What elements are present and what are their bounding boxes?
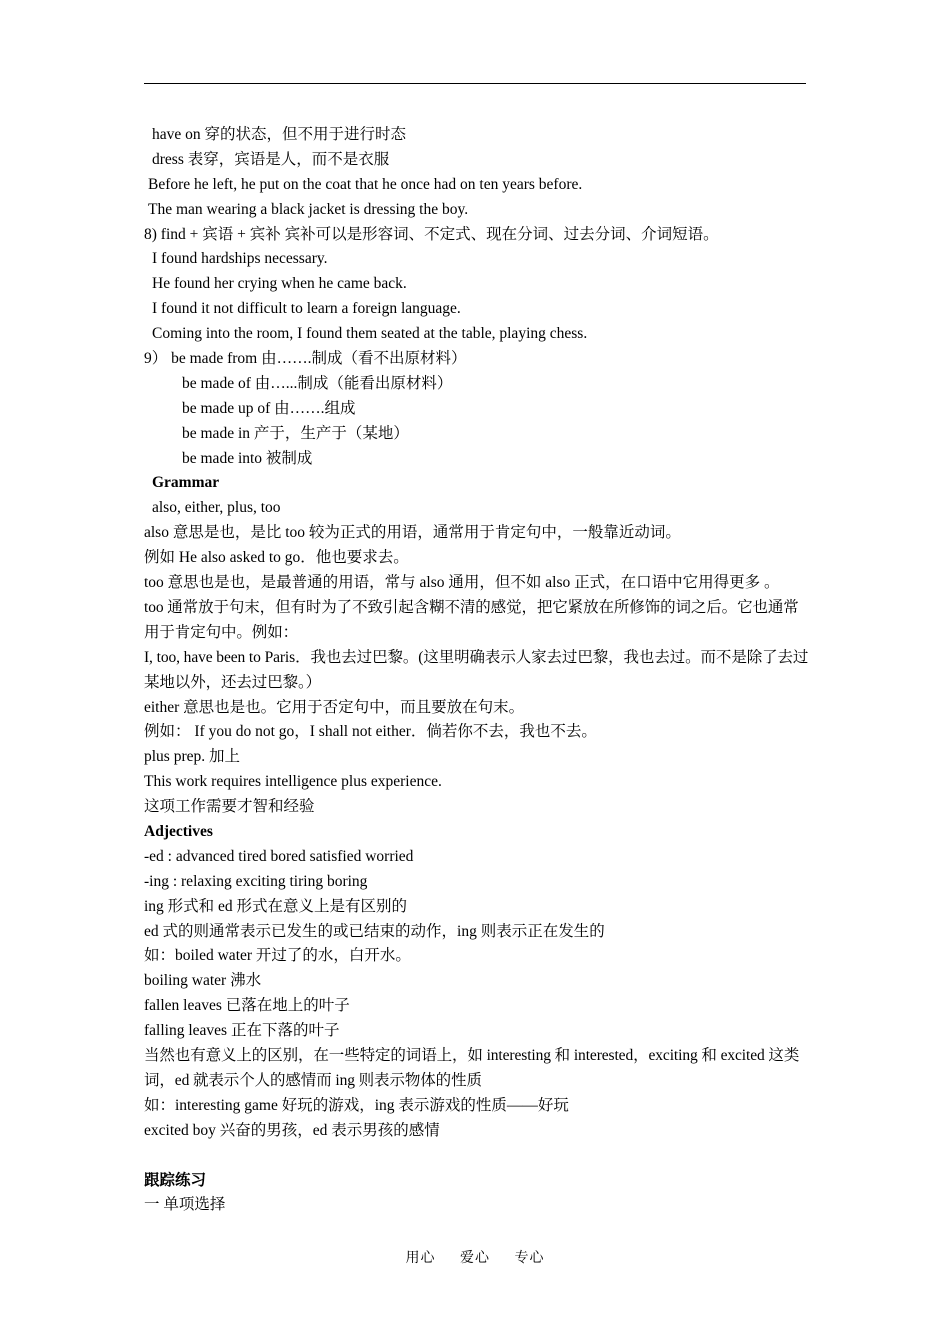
text-line: plus prep. 加上 <box>144 748 241 766</box>
text-line: have on 穿的状态，但不用于进行时态 <box>152 126 407 143</box>
text-line: -ed : advanced tired bored satisfied worried <box>144 847 414 865</box>
text-line: be made of 由…...制成（能看出原材料） <box>182 374 453 392</box>
text-line: He found her crying when he came back. <box>152 275 407 293</box>
text-line: -ing : relaxing exciting tiring boring <box>144 872 368 890</box>
text-line: I found hardships necessary. <box>152 250 328 268</box>
footer-word: 用心 <box>405 1251 436 1266</box>
text-line: also, either, plus, too <box>152 499 281 517</box>
text-line: also 意思是也，是比 too 较为正式的用语，通常用于肯定句中，一般靠近动词。 <box>144 524 681 542</box>
text-line: fallen leaves 已落在地上的叶子 <box>144 997 350 1015</box>
section-heading-adjectives: Adjectives <box>144 823 213 840</box>
text-line: be made into 被制成 <box>182 449 313 467</box>
text-line: 这项工作需要才智和经验 <box>144 798 315 816</box>
text-line: either 意思也是也。它用于否定句中，而且要放在句末。 <box>144 698 525 716</box>
footer-word: 爱心 <box>460 1251 490 1266</box>
text-line: 例如 He also asked to go．他也要求去。 <box>144 549 409 567</box>
text-line: 一 单项选择 <box>144 1196 226 1214</box>
text-line: boiling water 沸水 <box>144 972 262 990</box>
text-line: ing 形式和 ed 形式在意义上是有区别的 <box>144 897 408 915</box>
text-line: be made in 产于，生产于（某地） <box>182 424 409 442</box>
text-line: The man wearing a black jacket is dressing the boy. <box>148 200 469 218</box>
text-line: 例如： If you do not go，I shall not either．倘若你不去，我也不去。 <box>144 723 597 741</box>
header-rule <box>144 83 806 84</box>
text-line: 8) find + 宾语 + 宾补 宾补可以是形容词、不定式、现在分词、过去分词、介词短语。 <box>144 225 719 243</box>
blank-line <box>144 1144 812 1169</box>
section-heading-practice: 跟踪练习 <box>144 1171 207 1189</box>
text-line: falling leaves 正在下落的叶子 <box>144 1022 340 1040</box>
text-paragraph: 当然也有意义上的区别，在一些特定的词语上，如 interesting 和 interested，exciting 和 excited 这类词，ed 就表示个人的感情而 ing 则表示物体的性质 <box>144 1047 800 1089</box>
section-heading-grammar: Grammar <box>152 474 220 492</box>
text-line: too 意思也是也，是最普通的用语，常与 also 通用，但不如 also 正式，在口语中它用得更多 。 <box>144 574 780 592</box>
text-line: ed 式的则通常表示已发生的或已结束的动作，ing 则表示正在发生的 <box>144 922 605 940</box>
page-footer <box>0 1247 950 1267</box>
text-line: I found it not difficult to learn a foreign language. <box>152 300 461 318</box>
text-line: Coming into the room, I found them seated at the table, playing chess. <box>152 325 588 343</box>
text-paragraph: I, too, have been to Paris．我也去过巴黎。(这里明确表示人家去过巴黎，我也去过。而不是除了去过某地以外，还去过巴黎。） <box>144 648 809 691</box>
text-line: dress 表穿，宾语是人，而不是衣服 <box>152 150 390 168</box>
text-line: Before he left, he put on the coat that he once had on ten years before. <box>148 175 583 193</box>
text-line: 9） be made from 由…….制成（看不出原材料） <box>144 350 467 368</box>
text-line: be made up of 由…….组成 <box>182 399 356 417</box>
text-paragraph: too 通常放于句末，但有时为了不致引起含糊不清的感觉，把它紧放在所修饰的词之后。它也通常用于肯定句中。例如： <box>144 598 799 641</box>
text-line: 如：interesting game 好玩的游戏，ing 表示游戏的性质——好玩 <box>144 1096 569 1114</box>
footer-word: 专心 <box>514 1251 545 1266</box>
text-line: excited boy 兴奋的男孩，ed 表示男孩的感情 <box>144 1121 440 1139</box>
document-body <box>144 123 812 1218</box>
text-line: 如：boiled water 开过了的水，白开水。 <box>144 947 411 965</box>
text-line: This work requires intelligence plus experience. <box>144 773 442 791</box>
